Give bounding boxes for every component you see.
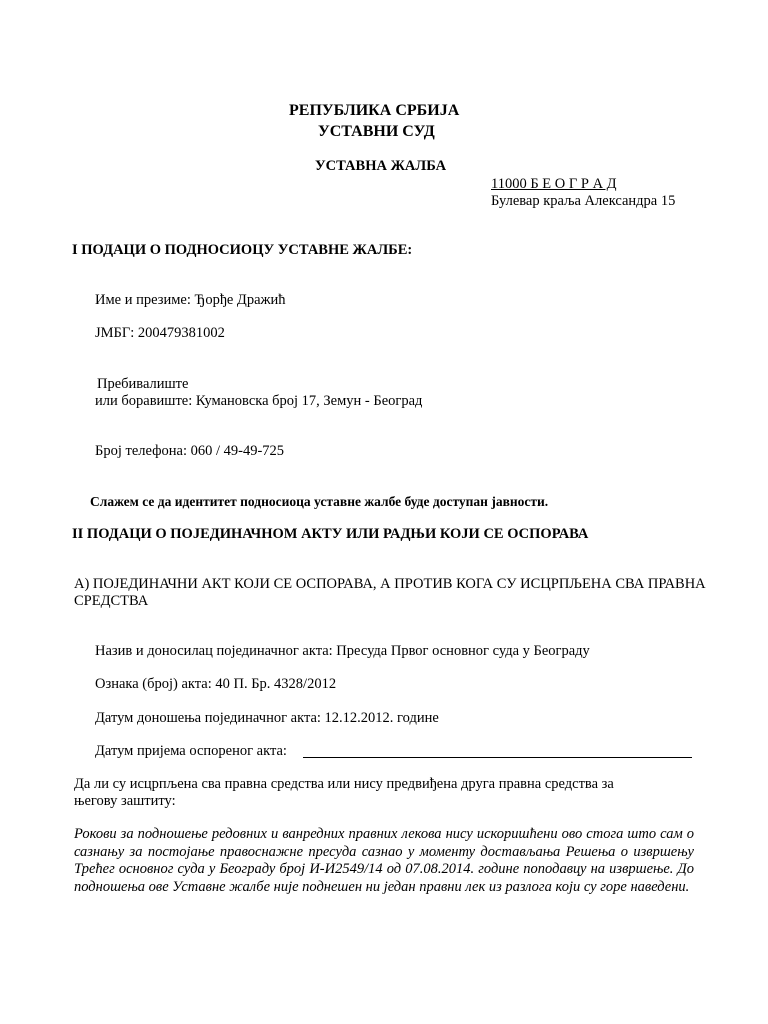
section-1-heading: I ПОДАЦИ О ПОДНОСИОЦУ УСТАВНЕ ЖАЛБЕ: xyxy=(72,242,413,258)
act-name: Назив и доносилац појединачног акта: Пресуда Првог основног суда у Београду xyxy=(95,643,590,659)
document-type-title: УСТАВНА ЖАЛБА xyxy=(315,158,447,174)
subheading-line-1: А) ПОЈЕДИНАЧНИ АКТ КОЈИ СЕ ОСПОРАВА, А ПРОТИВ КОГА СУ ИСЦРПЉЕНА СВА ПРАВНА xyxy=(74,576,706,592)
legal-remedies-answer: Рокови за подношење редовних и ванредних правних лекова нису искоришћени ово стога што сам о сазнању за постојање правоснажне пресуда сазнао у моменту достављања Решења о извршењу Трећег основног суда у Београду број И-И2549/14 од 07.08.2014. године поподавцу на извршење. До подношења ове Уставне жалбе није поднешен ни један правни лек из разлога који су горе наведени. xyxy=(74,826,694,895)
address-street: Булевар краља Александра 15 xyxy=(491,193,676,209)
subheading-line-2: СРЕДСТВА xyxy=(74,593,149,609)
country-title: РЕПУБЛИКА СРБИЈА xyxy=(289,102,460,119)
applicant-name: Име и презиме: Ђорђе Дражић xyxy=(95,292,286,308)
received-date-blank-line xyxy=(303,757,692,758)
address-city: 11000 Б Е О Г Р А Д xyxy=(491,176,617,192)
residence-label: Пребивалиште xyxy=(97,376,189,392)
act-date: Датум доношења појединачног акта: 12.12.2012. године xyxy=(95,710,439,726)
section-2-heading: II ПОДАЦИ О ПОЈЕДИНАЧНОМ АКТУ ИЛИ РАДЊИ КОЈИ СЕ ОСПОРАВА xyxy=(72,526,589,542)
residence-address: или боравиште: Кумановска број 17, Земун - Београд xyxy=(95,393,423,409)
court-title: УСТАВНИ СУД xyxy=(318,123,435,140)
act-number: Ознака (број) акта: 40 П. Бр. 4328/2012 xyxy=(95,676,337,692)
consent-statement: Слажем се да идентитет подносиоца уставне жалбе буде доступан јавности. xyxy=(90,494,549,509)
applicant-jmbg: ЈМБГ: 200479381002 xyxy=(95,325,225,341)
question-line-2: његову заштиту: xyxy=(74,793,176,809)
received-date-label: Датум пријема оспореног акта: xyxy=(95,743,287,759)
applicant-phone: Број телефона: 060 / 49-49-725 xyxy=(95,443,285,459)
question-line-1: Да ли су исцрпљена сва правна средства или нису предвиђена друга правна средства за xyxy=(74,776,614,792)
